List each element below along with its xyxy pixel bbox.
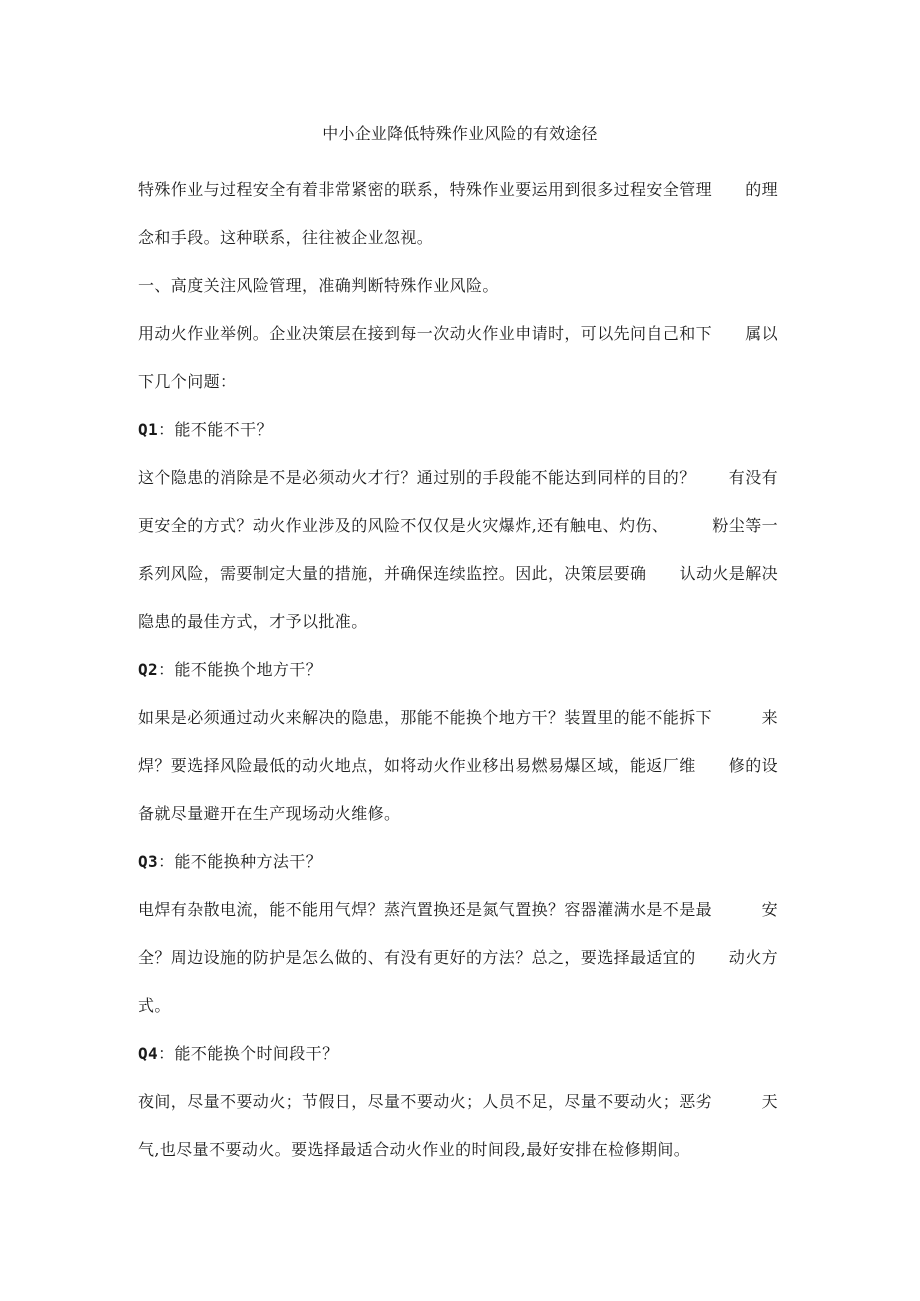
line-segment: 夜间，尽量不要动火；节假日，尽量不要动火；人员不足，尽量不要动火；恶劣 (138, 1092, 713, 1111)
section-intro-line-1 (138, 310, 778, 358)
question-heading-q1 (138, 406, 782, 454)
paragraph-line (138, 886, 778, 934)
question-title: ：能不能换个地方干？ (158, 660, 323, 679)
question-title: ：能不能换个时间段干？ (158, 1044, 339, 1063)
line-segment: 认动火是解决 (679, 564, 778, 583)
line-segment: 全？周边设施的防护是怎么做的、有没有更好的方法？总之，要选择最适宜的 (138, 948, 696, 967)
question-heading-q3 (138, 838, 782, 886)
intro-line-2: 念和手段。这种联系，往往被企业忽视。 (138, 228, 434, 247)
line-segment: 属以 (745, 324, 778, 343)
paragraph-line: 式。 (138, 996, 171, 1015)
intro-line-1 (138, 166, 778, 214)
paragraph-line (138, 742, 778, 790)
line-segment: 安 (761, 900, 778, 919)
document-title: 中小企业降低特殊作业风险的有效途径 (322, 124, 598, 143)
paragraph-line: 气,也尽量不要动火。要选择最适合动火作业的时间段,最好安排在检修期间。 (138, 1140, 691, 1159)
line-segment: 天 (761, 1092, 778, 1111)
question-label: Q3 (138, 852, 159, 871)
question-label: Q4 (138, 1044, 159, 1063)
line-segment: 有没有 (728, 468, 778, 487)
line-segment: 电焊有杂散电流，能不能用气焊？蒸汽置换还是氮气置换？容器灌满水是不是最 (138, 900, 713, 919)
line-segment: 特殊作业与过程安全有着非常紧密的联系，特殊作业要运用到很多过程安全管理 (138, 180, 713, 199)
paragraph-line (138, 694, 778, 742)
paragraph-line: 隐患的最佳方式，才予以批准。 (138, 612, 368, 631)
paragraph-line (138, 550, 778, 598)
section-heading: 一、高度关注风险管理，准确判断特殊作业风险。 (138, 276, 499, 295)
line-segment: 用动火作业举例。企业决策层在接到每一次动火作业申请时，可以先问自己和下 (138, 324, 713, 343)
line-segment: 系列风险，需要制定大量的措施，并确保连续监控。因此，决策层要确 (138, 564, 647, 583)
line-segment: 来 (761, 708, 778, 727)
line-segment: 修的设 (728, 756, 778, 775)
paragraph-line (138, 502, 778, 550)
question-title: ：能不能换种方法干？ (158, 852, 323, 871)
question-heading-q4 (138, 1030, 782, 1078)
line-segment: 动火方 (728, 948, 778, 967)
line-segment: 的理 (745, 180, 778, 199)
paragraph-line (138, 454, 778, 502)
question-label: Q2 (138, 660, 159, 679)
paragraph-line (138, 934, 778, 982)
paragraph-line (138, 1078, 778, 1126)
line-segment: 粉尘等一 (712, 516, 778, 535)
document-body (138, 166, 782, 1174)
section-intro-line-2: 下几个问题： (138, 372, 237, 391)
question-title: ：能不能不干？ (158, 420, 273, 439)
paragraph-line: 备就尽量避开在生产现场动火维修。 (138, 804, 401, 823)
question-label: Q1 (138, 420, 159, 439)
line-segment: 焊？要选择风险最低的动火地点，如将动火作业移出易燃易爆区域，能返厂维 (138, 756, 696, 775)
line-segment: 这个隐患的消除是不是必须动火才行？通过别的手段能不能达到同样的目的？ (138, 468, 696, 487)
line-segment: 更安全的方式？动火作业涉及的风险不仅仅是火灾爆炸,还有触电、灼伤、 (138, 516, 669, 535)
line-segment: 如果是必须通过动火来解决的隐患，那能不能换个地方干？装置里的能不能拆下 (138, 708, 713, 727)
question-heading-q2 (138, 646, 782, 694)
